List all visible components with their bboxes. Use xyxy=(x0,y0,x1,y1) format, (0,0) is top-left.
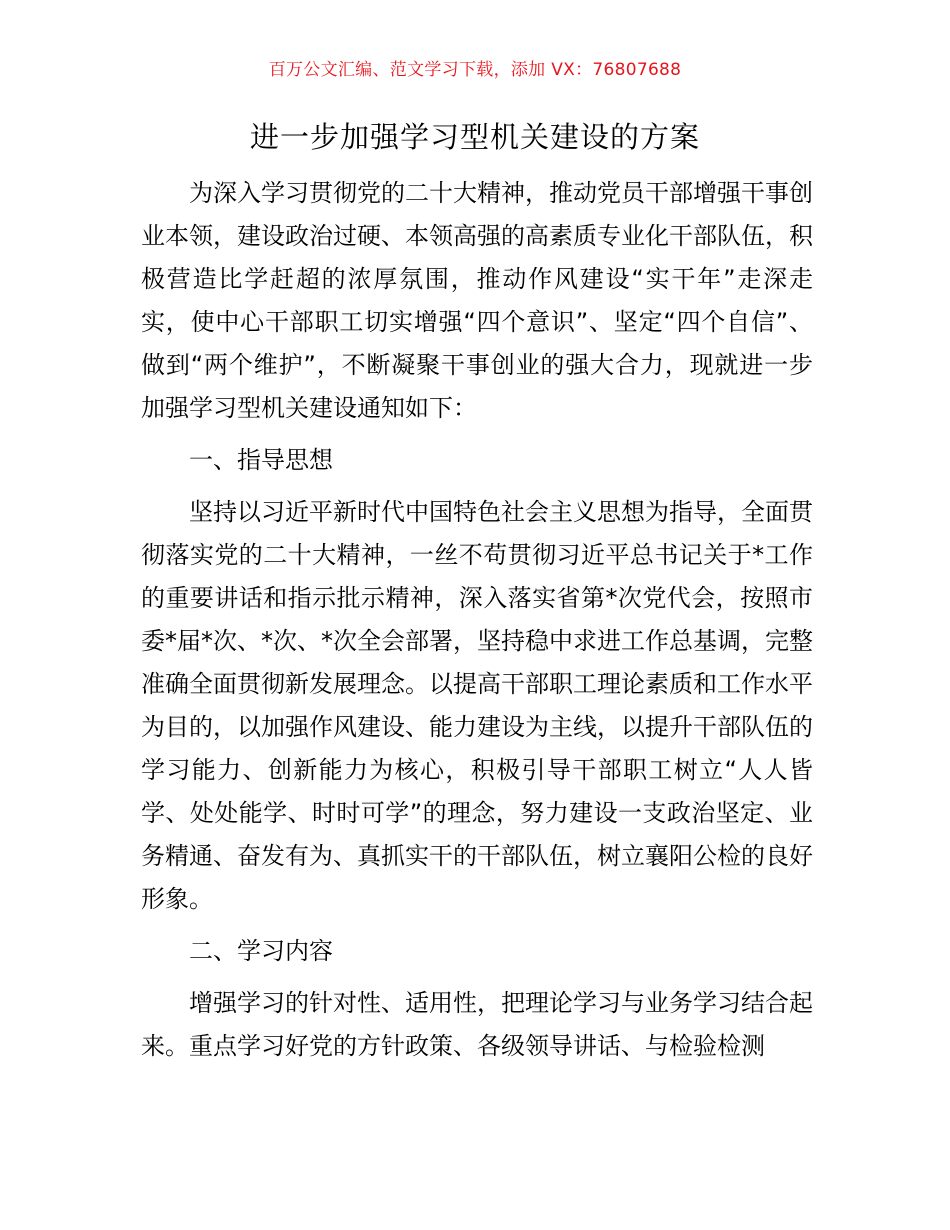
section-body-guiding-ideology: 坚持以习近平新时代中国特色社会主义思想为指导，全面贯彻落实党的二十大精神，一丝不苟贯彻习近平总书记关于*工作的重要讲话和指示批示精神，深入落实省第*次党代会，按照市委*届*次、*次、*次全会部署，坚持稳中求进工作总基调，完整准确全面贯彻新发展理念。以提高干部职工理论素质和工作水平为目的，以加强作风建设、能力建设为主线，以提升干部队伍的学习能力、创新能力为核心，积极引导干部职工树立“人人皆学、处处能学、时时可学”的理念，努力建设一支政治坚定、业务精通、奋发有为、真抓实干的干部队伍，树立襄阳公检的良好形象。 xyxy=(141,498,813,913)
intro-paragraph: 为深入学习贯彻党的二十大精神，推动党员干部增强干事创业本领，建设政治过硬、本领高强的高素质专业化干部队伍，积极营造比学赶超的浓厚氛围，推动作风建设“实干年”走深走实，使中心干部职工切实增强“四个意识”、坚定“四个自信”、做到“两个维护”，不断凝聚干事创业的强大合力，现就进一步加强学习型机关建设通知如下： xyxy=(141,179,813,422)
section-heading-study-content: 二、学习内容 xyxy=(189,937,333,965)
section-heading-guiding-ideology: 一、指导思想 xyxy=(189,446,333,474)
document-title: 进一步加强学习型机关建设的方案 xyxy=(249,120,700,154)
header-note: 百万公文汇编、范文学习下载，添加 VX：76807688 xyxy=(268,60,682,80)
section-body-study-content: 增强学习的针对性、适用性，把理论学习与业务学习结合起来。重点学习好党的方针政策、各级领导讲话、与检验检测 xyxy=(141,989,813,1060)
document-body xyxy=(141,172,813,1068)
